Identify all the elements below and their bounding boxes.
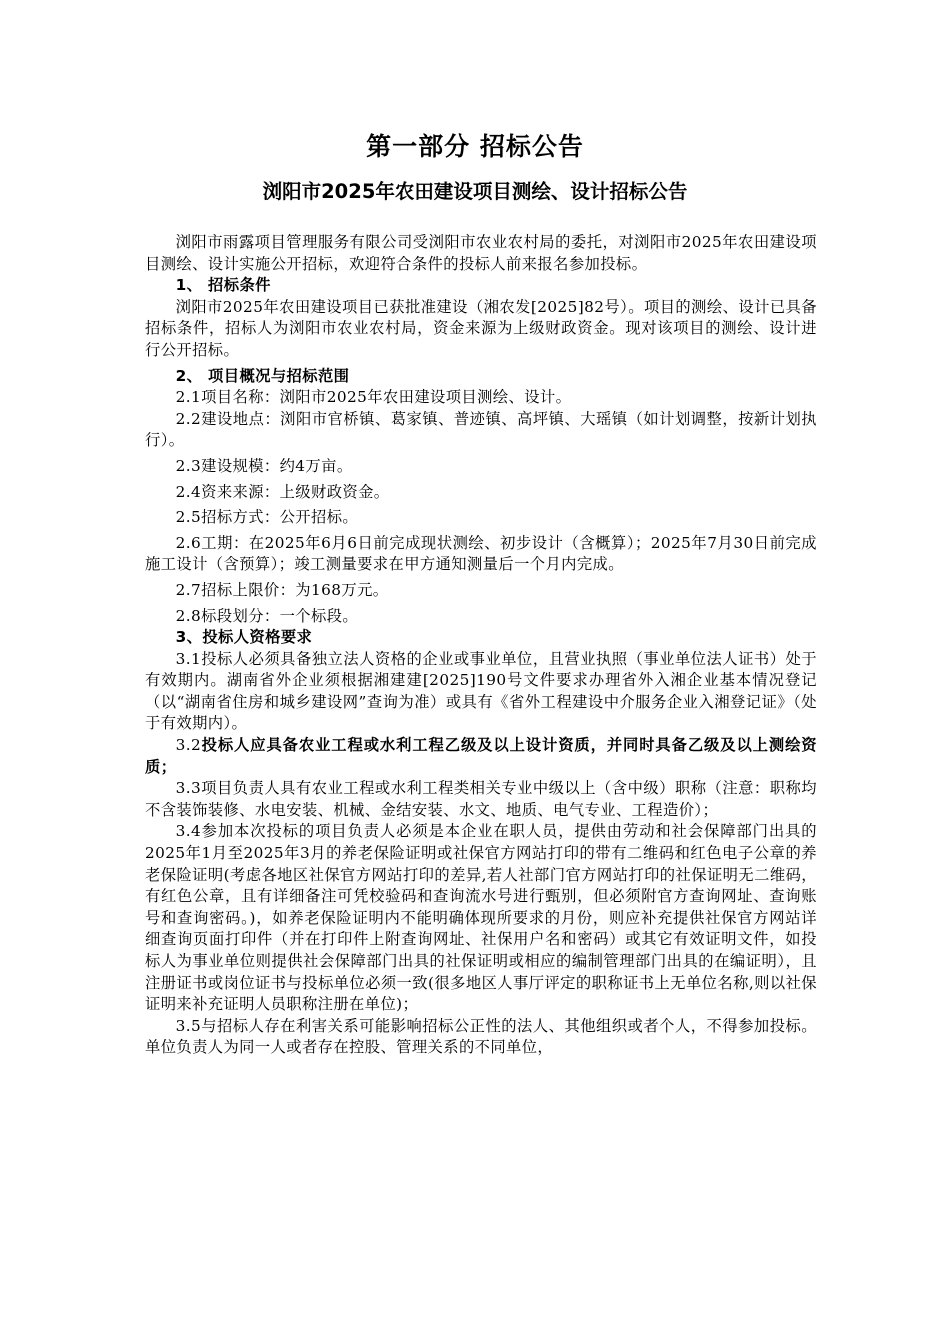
item-2-3: 2.3建设规模：约4万亩。 bbox=[175, 456, 353, 475]
item-3-1: 3.1投标人必须具备独立法人资格的企业或事业单位，且营业执照（事业单位法人证书）处于有效期内。湖南省外企业须根据湘建建[2025]190号文件要求办理省外入湘企业基本情况登记（以“湖南省住房和城乡建设网”查询为准）或具有《省外工程建设中介服务企业入湘登记证》（处于有效期内）。 bbox=[145, 649, 817, 733]
section-2-heading: 2、 项目概况与招标范围 bbox=[175, 366, 350, 385]
part-title: 第一部分 招标公告 bbox=[366, 132, 584, 161]
section-3-heading: 3、投标人资格要求 bbox=[175, 628, 313, 647]
item-3-3: 3.3项目负责人具有农业工程或水利工程类相关专业中级以上（含中级）职称（注意：职称均不含装饰装修、水电安装、机械、金结安装、水文、地质、电气专业、工程造价）； bbox=[145, 779, 817, 819]
item-3-2 bbox=[145, 735, 817, 778]
item-3-4: 3.4参加本次投标的项目负责人必须是本企业在职人员，提供由劳动和社会保障部门出具的2025年1月至2025年3月的养老保险证明或社保官方网站打印的带有二维码和红色电子公章的养老保险证明(考虑各地区社保官方网站打印的差异,若人社部门官方网站打印的社保证明无二维码，有红色公章，且有详细备注可凭校验码和查询流水号进行甄别，但必须附官方查询网址、查询账号和查询密码。)，如养老保险证明内不能明确体现所要求的月份，则应补充提供社保官方网站详细查询页面打印件（并在打印件上附查询网址、社保用户名和密码）或其它有效证明文件，如投标人为事业单位则提供社会保障部门出具的社保证明或相应的编制管理部门出具的在编证明），且注册证书或岗位证书与投标单位必须一致(很多地区人事厅评定的职称证书上无单位名称,则以社保证明来补充证明人员职称注册在单位)； bbox=[145, 822, 817, 1014]
item-2-6: 2.6工期：在2025年6月6日前完成现状测绘、初步设计（含概算）；2025年7月30日前完成施工设计（含预算）；竣工测量要求在甲方通知测量后一个月内完成。 bbox=[145, 533, 817, 574]
section-1-heading: 1、 招标条件 bbox=[175, 276, 271, 295]
item-3-2-requirement: 投标人应具备农业工程或水利工程乙级及以上设计资质，并同时具备乙级及以上测绘资质； bbox=[145, 736, 817, 776]
document-body bbox=[145, 232, 817, 1059]
intro-paragraph: 浏阳市雨露项目管理服务有限公司受浏阳市农业农村局的委托，对浏阳市2025年农田建设项目测绘、设计实施公开招标，欢迎符合条件的投标人前来报名参加投标。 bbox=[145, 233, 817, 273]
item-2-5: 2.5招标方式：公开招标。 bbox=[175, 508, 359, 527]
section-1-text: 浏阳市2025年农田建设项目已获批准建设（湘农发[2025]82号）。项目的测绘、设计已具备招标条件，招标人为浏阳市农业农村局，资金来源为上级财政资金。现对该项目的测绘、设计进行公开招标。 bbox=[145, 297, 817, 359]
item-3-2-number: 3.2 bbox=[175, 736, 202, 755]
item-2-4: 2.4资来来源：上级财政资金。 bbox=[175, 482, 390, 501]
notice-title: 浏阳市2025年农田建设项目测绘、设计招标公告 bbox=[262, 180, 688, 203]
item-2-8: 2.8标段划分：一个标段。 bbox=[175, 606, 359, 625]
item-2-7: 2.7招标上限价：为168万元。 bbox=[175, 580, 389, 599]
item-2-1: 2.1项目名称：浏阳市2025年农田建设项目测绘、设计。 bbox=[175, 388, 572, 407]
item-2-2: 2.2建设地点：浏阳市官桥镇、葛家镇、普迹镇、高坪镇、大瑶镇（如计划调整，按新计划执行）。 bbox=[145, 409, 817, 450]
item-3-5: 3.5与招标人存在利害关系可能影响招标公正性的法人、其他组织或者个人，不得参加投标。单位负责人为同一人或者存在控股、管理关系的不同单位， bbox=[145, 1016, 817, 1057]
